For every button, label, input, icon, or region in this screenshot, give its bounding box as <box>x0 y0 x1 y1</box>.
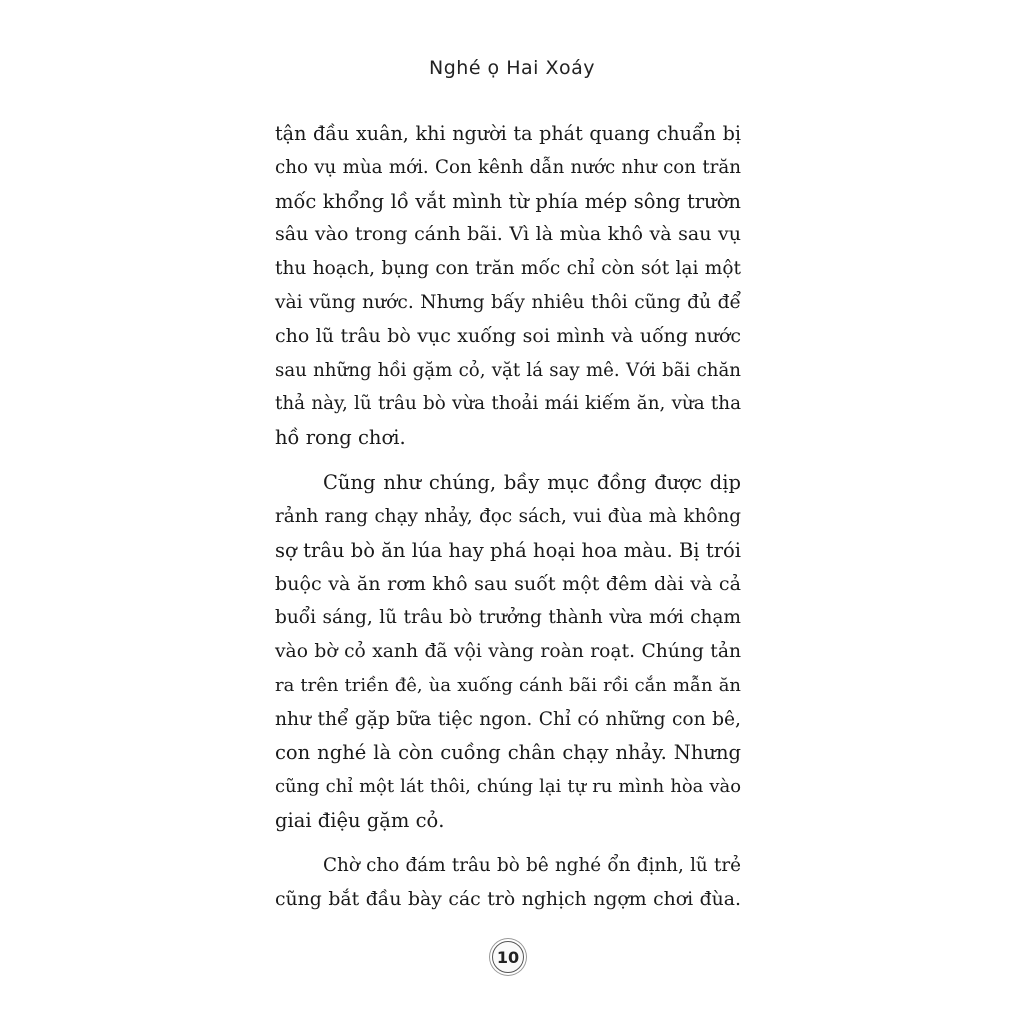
text-line: buộc và ăn rơm khô sau suốt một đêm dài và cả <box>275 572 741 596</box>
text-line: cho vụ mùa mới. Con kênh dẫn nước như con trăn <box>275 156 741 178</box>
text-line: ra trên triền đê, ùa xuống cánh bãi rồi cắn mẫn ăn <box>275 674 741 696</box>
text-line: sâu vào trong cánh bãi. Vì là mùa khô và sau vụ <box>275 223 741 246</box>
text-line: mốc khổng lồ vắt mình từ phía mép sông trườn <box>275 189 741 213</box>
text-line: cũng chỉ một lát thôi, chúng lại tự ru mình hòa vào <box>275 776 741 798</box>
text-line: rảnh rang chạy nhảy, đọc sách, vui đùa mà không <box>275 505 741 527</box>
text-line: như thể gặp bữa tiệc ngon. Chỉ có những con bê, <box>275 708 741 730</box>
text-line: thả này, lũ trâu bò vừa thoải mái kiếm ăn, vừa tha <box>275 393 741 415</box>
paragraph-2 <box>275 466 741 838</box>
body-text <box>275 117 741 916</box>
text-line: cho lũ trâu bò vục xuống soi mình và uống nước <box>275 324 741 347</box>
paragraph-1 <box>275 117 741 455</box>
page-number: 10 <box>492 941 524 973</box>
text-line: tận đầu xuân, khi người ta phát quang chuẩn bị <box>275 122 741 145</box>
text-line: sau những hồi gặm cỏ, vặt lá say mê. Với bãi chăn <box>275 359 741 381</box>
text-line: cũng bắt đầu bày các trò nghịch ngợm chơi đùa. <box>275 888 741 910</box>
paragraph-3 <box>275 849 741 917</box>
text-line: sợ trâu bò ăn lúa hay phá hoại hoa màu. Bị trói <box>275 538 741 562</box>
text-line: Chờ cho đám trâu bò bê nghé ổn định, lũ trẻ <box>323 854 741 876</box>
text-line: vài vũng nước. Nhưng bấy nhiêu thôi cũng đủ để <box>275 291 741 313</box>
running-header-title: Nghé ọ Hai Xoáy <box>429 57 595 79</box>
text-line: giai điệu gặm cỏ. <box>275 808 445 832</box>
text-line: hồ rong chơi. <box>275 426 406 450</box>
text-line: Cũng như chúng, bầy mục đồng được dịp <box>323 470 741 494</box>
text-line: con nghé là còn cuồng chân chạy nhảy. Nhưng <box>275 741 741 765</box>
text-line: buổi sáng, lũ trâu bò trưởng thành vừa mới chạm <box>275 607 741 629</box>
text-line: thu hoạch, bụng con trăn mốc chỉ còn sót lại một <box>275 258 741 280</box>
text-line: vào bờ cỏ xanh đã vội vàng roàn roạt. Chúng tản <box>275 640 741 662</box>
